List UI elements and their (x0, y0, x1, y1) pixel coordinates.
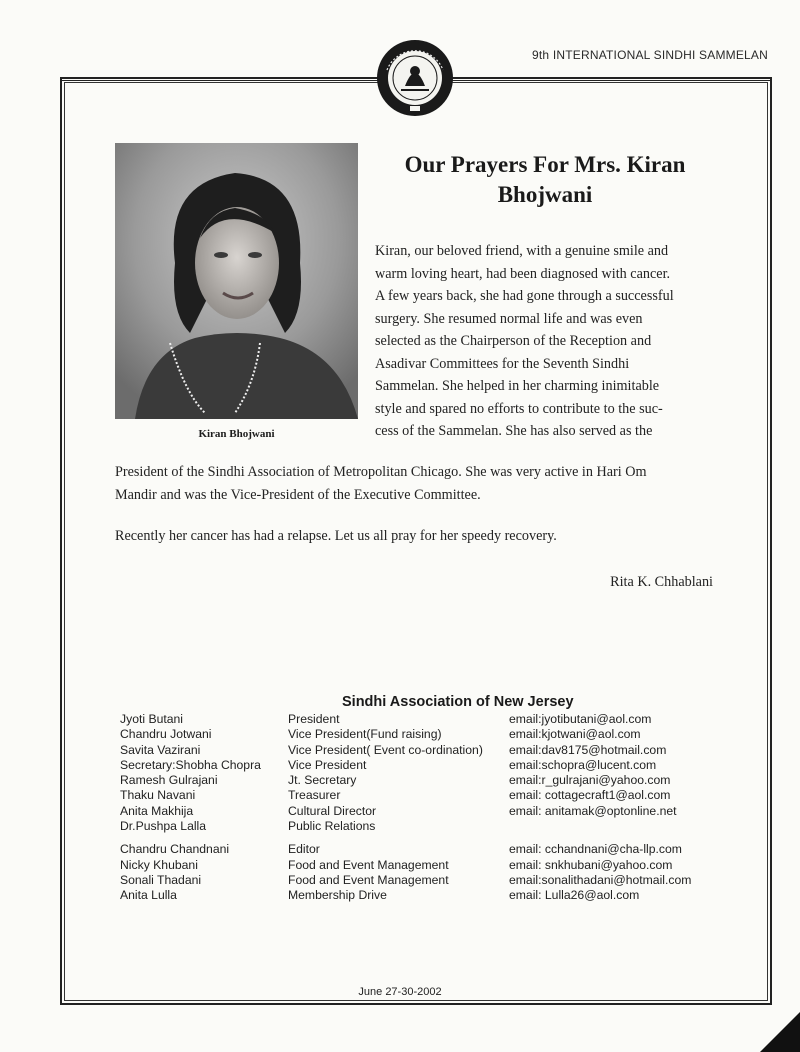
photo-caption: Kiran Bhojwani (198, 428, 275, 440)
member-role: Editor (288, 842, 320, 857)
paragraph-line: Kiran, our beloved friend, with a genuine smile and (375, 243, 669, 259)
paragraph-line: Sammelan. She helped in her charming inimitable (375, 378, 660, 394)
paragraph-line: cess of the Sammelan. She has also served as the (375, 423, 653, 439)
member-role: Treasurer (288, 788, 341, 803)
page-corner-fold (760, 1012, 800, 1052)
member-role: Cultural Director (288, 803, 377, 818)
member-role: Food and Event Management (288, 857, 449, 872)
paragraph-line: selected as the Chairperson of the Reception and (375, 333, 652, 349)
member-role: Food and Event Management (288, 872, 449, 887)
list-item (120, 727, 720, 742)
member-name: Chandru Chandnani (120, 842, 230, 857)
member-email[interactable]: email:sonalithadani@hotmail.com (509, 872, 692, 887)
title-line-2: Bhojwani (497, 182, 593, 207)
member-role: Membership Drive (288, 888, 387, 903)
paragraph-line: A few years back, she had gone through a successful (375, 288, 674, 304)
list-item (120, 804, 720, 819)
member-name: Anita Lulla (120, 888, 177, 903)
list-item (120, 888, 720, 903)
member-name: Dr.Pushpa Lalla (120, 819, 207, 834)
member-roster (120, 712, 720, 904)
member-name: Sonali Thadani (120, 872, 202, 887)
list-item (120, 773, 720, 788)
member-email[interactable]: email: cchandnani@cha-llp.com (509, 842, 682, 857)
article-title (378, 150, 712, 210)
member-name: Secretary:Shobha Chopra (120, 757, 261, 772)
member-email[interactable]: email: Lulla26@aol.com (509, 888, 640, 903)
member-email[interactable]: email:dav8175@hotmail.com (509, 742, 667, 757)
paragraph-line: surgery. She resumed normal life and was even (375, 310, 643, 327)
member-email[interactable]: email:r_gulrajani@yahoo.com (509, 773, 671, 788)
article-paragraph-1 (375, 240, 715, 443)
paragraph-line: warm loving heart, had been diagnosed with cancer. (375, 265, 671, 282)
footer-date: June 27-30-2002 (358, 986, 442, 998)
member-name: Ramesh Gulrajani (120, 773, 218, 788)
article-paragraph-2: Recently her cancer has had a relapse. Let us all pray for her speedy recovery. (115, 528, 557, 544)
member-email[interactable]: email: anitamak@optonline.net (509, 803, 677, 818)
list-item (120, 858, 720, 873)
member-email[interactable]: email: snkhubani@yahoo.com (509, 857, 673, 872)
publication-header: 9th INTERNATIONAL SINDHI SAMMELAN (532, 48, 768, 62)
member-email[interactable]: email: cottagecraft1@aol.com (509, 788, 671, 803)
member-email[interactable]: email:schopra@lucent.com (509, 757, 657, 772)
paragraph-line: style and spared no efforts to contribute to the suc- (375, 400, 663, 417)
member-name: Jyoti Butani (120, 712, 184, 726)
member-role: Vice President (288, 757, 367, 772)
paragraph-line: Asadivar Committees for the Seventh Sindhi (375, 355, 630, 372)
member-role: Public Relations (288, 819, 376, 834)
seal-emblem-icon (377, 40, 453, 116)
paragraph-line: Mandir and was the Vice-President of the Executive Committee. (115, 486, 481, 503)
member-name: Nicky Khubani (120, 857, 198, 872)
title-line-1: Our Prayers For Mrs. Kiran (404, 152, 686, 177)
association-title: Sindhi Association of New Jersey (342, 694, 574, 710)
portrait-photo (115, 143, 358, 419)
member-name: Thaku Navani (120, 788, 196, 803)
member-role: President (288, 712, 340, 726)
list-item (120, 788, 720, 803)
member-role: Jt. Secretary (288, 773, 357, 788)
member-name: Savita Vazirani (120, 742, 201, 757)
member-name: Chandru Jotwani (120, 727, 212, 742)
list-item (120, 842, 720, 857)
member-name: Anita Makhija (120, 803, 194, 818)
list-item (120, 743, 720, 758)
member-email[interactable]: email:jyotibutani@aol.com (509, 712, 652, 726)
article-paragraph-1-continued (115, 461, 715, 506)
list-item (120, 819, 720, 834)
list-item (120, 712, 720, 727)
list-item (120, 873, 720, 888)
paragraph-line: President of the Sindhi Association of Metropolitan Chicago. She was very active in Hari Om (115, 464, 647, 480)
author-signature: Rita K. Chhablani (610, 574, 713, 590)
member-email[interactable]: email:kjotwani@aol.com (509, 727, 641, 742)
member-role: Vice President( Event co-ordination) (288, 742, 483, 757)
member-role: Vice President(Fund raising) (288, 727, 442, 742)
list-item (120, 758, 720, 773)
